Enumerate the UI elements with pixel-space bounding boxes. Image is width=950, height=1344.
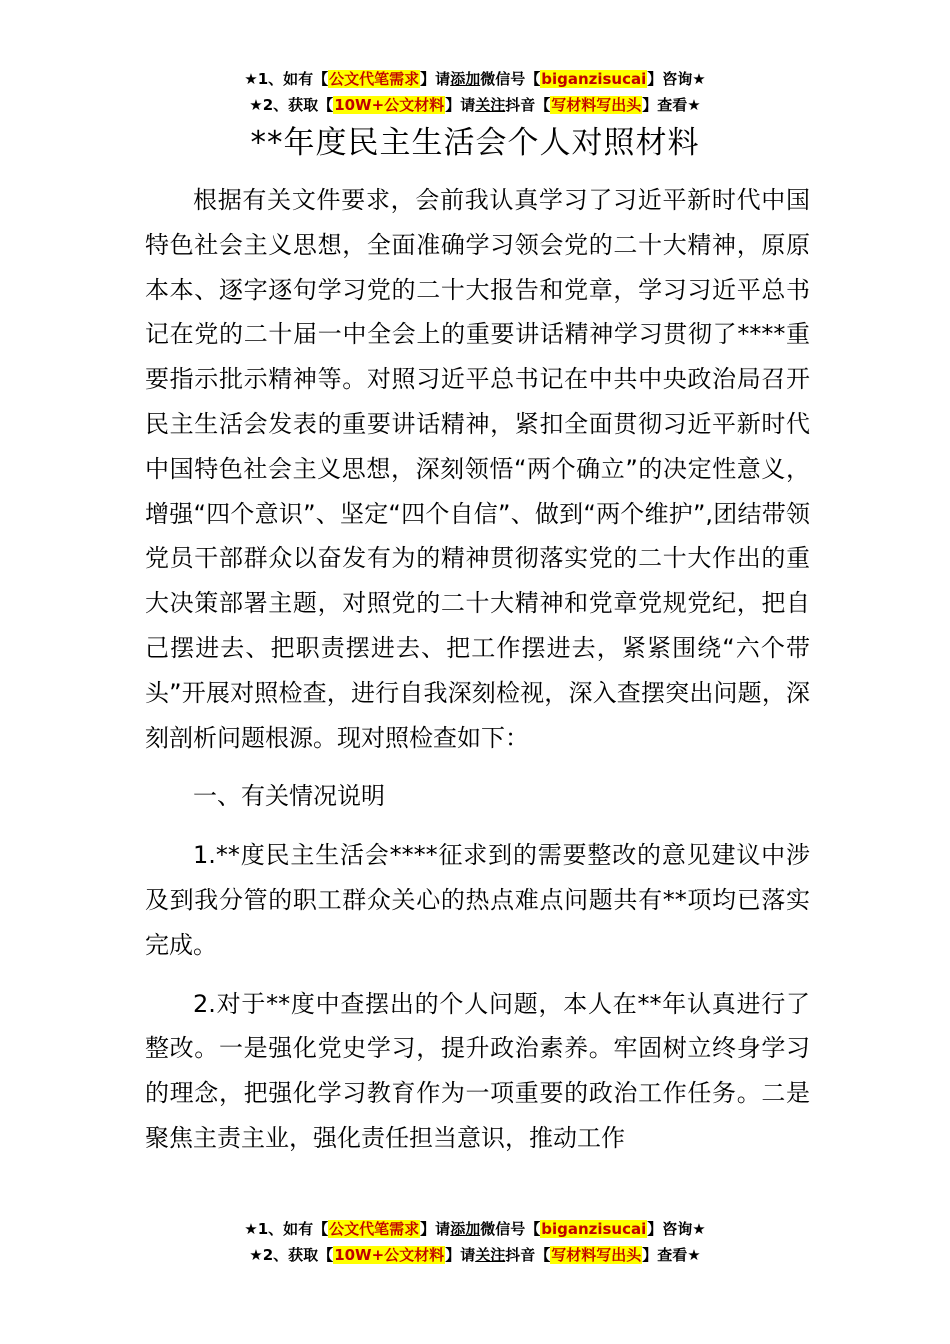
paragraph-item-1: 1.**度民主生活会****征求到的需要整改的意见建议中涉及到我分管的职工群众关心的热点难点问题共有**项均已落实完成。 xyxy=(145,841,810,959)
footer-banner xyxy=(0,1216,950,1268)
paragraph-item-2: 2.对于**度中查摆出的个人问题，本人在**年认真进行了整改。一是强化党史学习，提升政治素养。牢固树立终身学习的理念，把强化学习教育作为一项重要的政治工作任务。二是聚焦主责主业，强化责任担当意识，推动工作 xyxy=(145,989,810,1152)
highlight-materials: 10W+公文材料 xyxy=(334,96,445,114)
banner-line-2: ★2、获取【10W+公文材料】请关注抖音【写材料写出头】查看★ xyxy=(249,1246,701,1264)
highlight-douyin: 写材料写出头 xyxy=(551,96,642,114)
highlight-materials: 10W+公文材料 xyxy=(334,1246,445,1264)
banner-line-1: ★1、如有【公文代笔需求】请添加微信号【biganzisucai】咨询★ xyxy=(244,70,706,88)
highlight-wechat-id: biganzisucai xyxy=(541,70,647,88)
highlight-service: 公文代笔需求 xyxy=(329,1220,420,1238)
document-body xyxy=(145,178,810,1161)
highlight-douyin: 写材料写出头 xyxy=(551,1246,642,1264)
banner-line-2: ★2、获取【10W+公文材料】请关注抖音【写材料写出头】查看★ xyxy=(249,96,701,114)
highlight-wechat-id: biganzisucai xyxy=(541,1220,647,1238)
section-heading: 一、有关情况说明 xyxy=(193,782,385,811)
header-banner xyxy=(0,66,950,118)
paragraph-intro: 根据有关文件要求，会前我认真学习了习近平新时代中国特色社会主义思想，全面准确学习领会党的二十大精神，原原本本、逐字逐句学习党的二十大报告和党章，学习习近平总书记在党的二十届一中全会上的重要讲话精神学习贯彻了****重要指示批示精神等。对照习近平总书记在中共中央政治局召开民主生活会发表的重要讲话精神，紧扣全面贯彻习近平新时代中国特色社会主义思想，深刻领悟“两个确立”的决定性意义，增强“四个意识”、坚定“四个自信”、做到“两个维护”,团结带领党员干部群众以奋发有为的精神贯彻落实党的二十大作出的重大决策部署主题，对照党的二十大精神和党章党规党纪，把自己摆进去、把职责摆进去、把工作摆进去，紧紧围绕“六个带头”开展对照检查，进行自我深刻检视，深入查摆突出问题，深刻剖析问题根源。现对照检查如下： xyxy=(145,186,810,752)
document-title: **年度民主生活会个人对照材料 xyxy=(250,125,700,161)
highlight-service: 公文代笔需求 xyxy=(329,70,420,88)
banner-line-1: ★1、如有【公文代笔需求】请添加微信号【biganzisucai】咨询★ xyxy=(244,1220,706,1238)
